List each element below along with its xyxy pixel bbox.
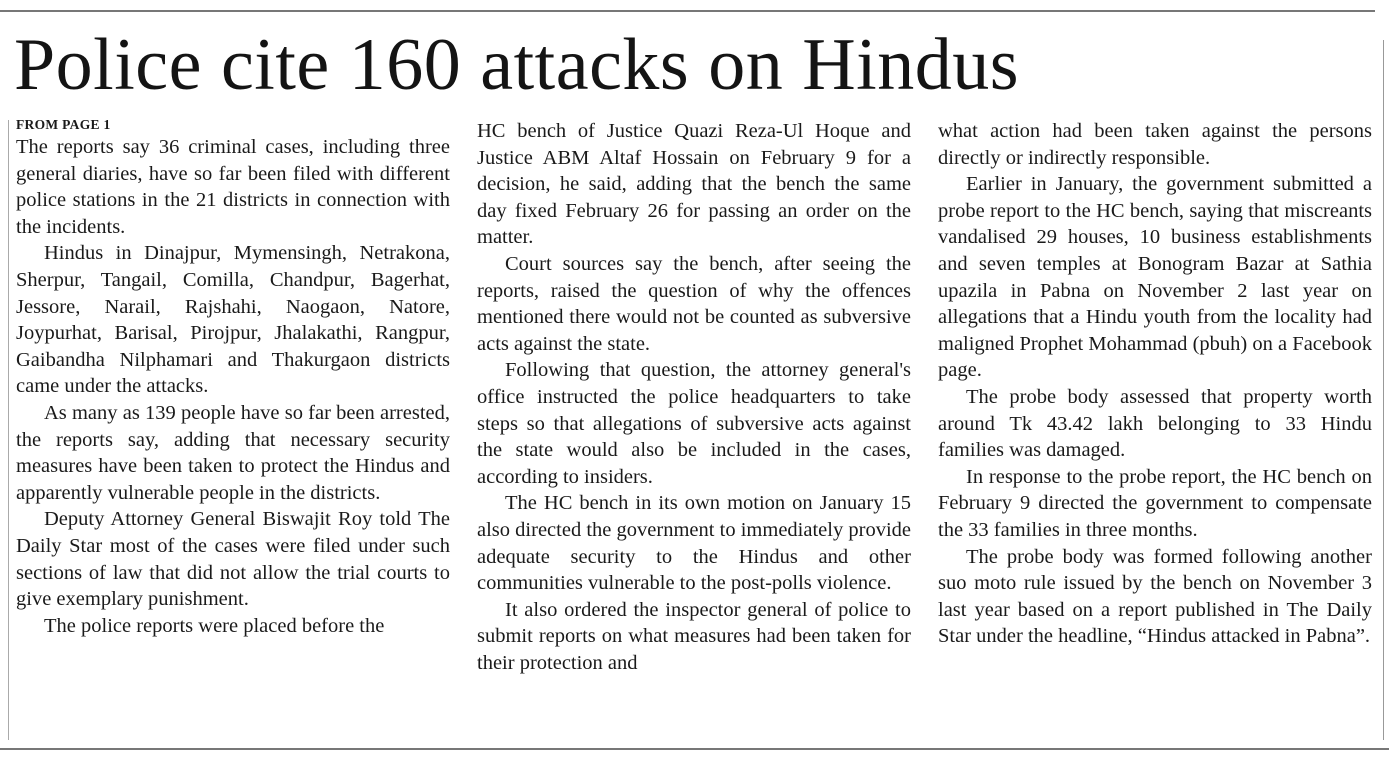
kicker: FROM PAGE 1: [16, 117, 111, 132]
paragraph: The reports say 36 criminal cases, including three general diaries, have so far been filed with different police stations in the 21 districts in connection with the incidents.: [16, 136, 450, 238]
paragraph: HC bench of Justice Quazi Reza-Ul Hoque and Justice ABM Altaf Hossain on February 9 for a decision, he said, adding that the bench the same day fixed February 26 for passing an order on the matter.: [477, 120, 911, 249]
paragraph: Earlier in January, the government submitted a probe report to the HC bench, saying that miscreants vandalised 29 houses, 10 business establishments and seven temples at Bonogram Bazar at Sathia upazila in Pabna on November 2 last year on allegations that a Hindu youth from the locality had maligned Prophet Mohammad (pbuh) on a Facebook page.: [938, 173, 1372, 382]
left-rule: [8, 120, 9, 740]
article-column-1: [16, 116, 450, 746]
paragraph: what action had been taken against the persons directly or indirectly responsible.: [938, 120, 1372, 169]
article-column-2: [477, 118, 911, 748]
bottom-rule: [0, 748, 1389, 750]
paragraph: As many as 139 people have so far been arrested, the reports say, adding that necessary security measures have been taken to protect the Hindus and apparently vulnerable people in the districts.: [16, 401, 450, 504]
paragraph: In response to the probe report, the HC bench on February 9 directed the government to compensate the 33 families in three months.: [938, 465, 1372, 541]
paragraph: It also ordered the inspector general of police to submit reports on what measures had been taken for their protection and: [477, 598, 911, 674]
paragraph: The HC bench in its own motion on January 15 also directed the government to immediately provide adequate security to the Hindus and other communities vulnerable to the post-polls violence.: [477, 492, 911, 595]
article-column-3: [938, 118, 1372, 748]
paragraph: Following that question, the attorney general's office instructed the police headquarters to take steps so that allegations of subversive acts against the state would also be included in the cases, according to insiders.: [477, 359, 911, 488]
headline: Police cite 160 attacks on Hindus: [14, 24, 1020, 106]
paragraph: The probe body assessed that property worth around Tk 43.42 lakh belonging to 33 Hindu families was damaged.: [938, 385, 1372, 462]
paragraph: The police reports were placed before the: [44, 614, 385, 637]
paragraph: Court sources say the bench, after seeing the reports, raised the question of why the offences mentioned there would not be counted as subversive acts against the state.: [477, 252, 911, 355]
paragraph: Hindus in Dinajpur, Mymensingh, Netrakona, Sherpur, Tangail, Comilla, Chandpur, Bagerhat, Jessore, Narail, Rajshahi, Naogaon, Natore, Joypurhat, Barisal, Pirojpur, Jhalakathi, Rangpur, Gaibandha Nilphamari and Thakurgaon districts came under the attacks.: [16, 242, 450, 398]
right-rule: [1383, 40, 1384, 740]
paragraph: Deputy Attorney General Biswajit Roy told The Daily Star most of the cases were filed under such sections of law that did not allow the trial courts to give exemplary punishment.: [16, 508, 450, 611]
top-rule: [0, 10, 1375, 12]
paragraph: The probe body was formed following another suo moto rule issued by the bench on November 3 last year based on a report published in The Daily Star under the headline, “Hindus attacked in Pabna”.: [938, 545, 1372, 648]
